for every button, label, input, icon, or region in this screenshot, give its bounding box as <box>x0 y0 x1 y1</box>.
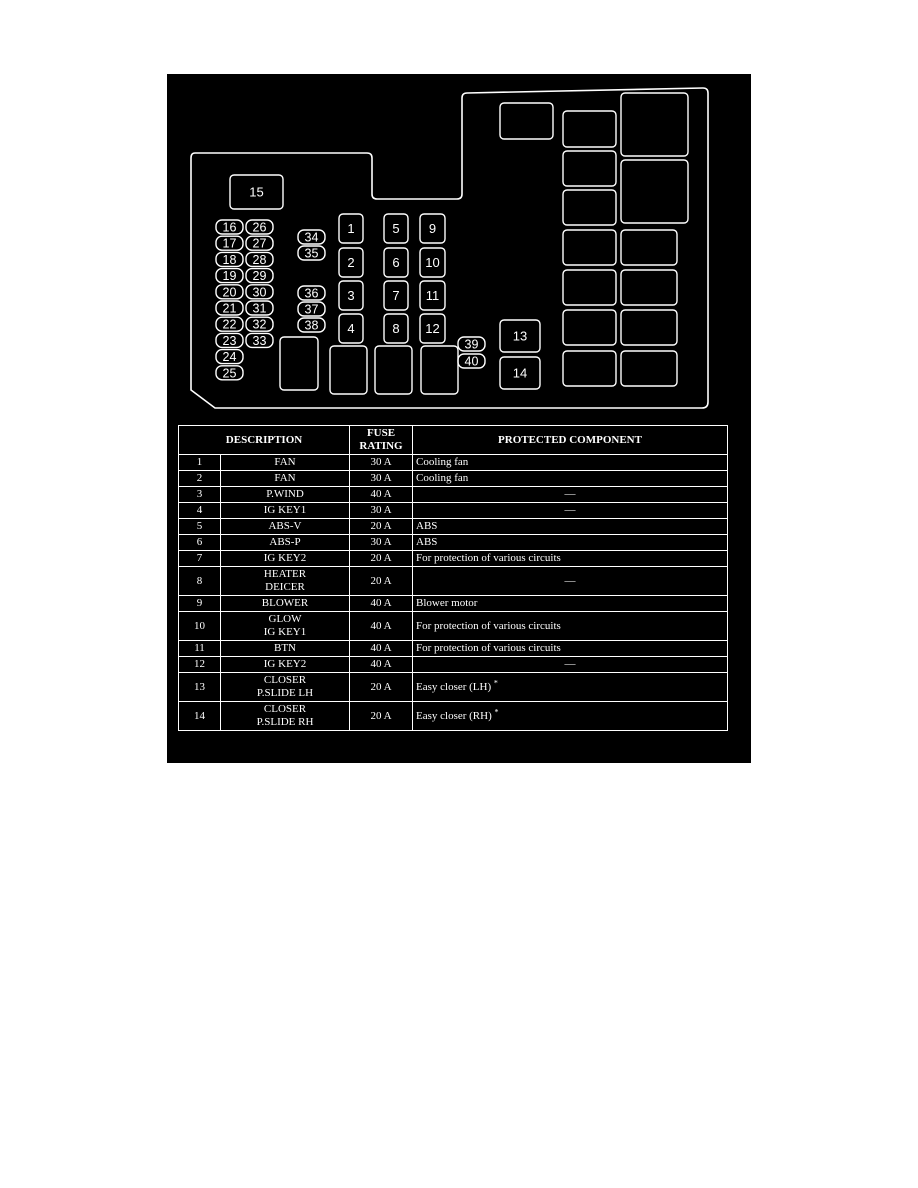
table-row <box>179 702 728 731</box>
description-line: P.WIND <box>266 488 304 500</box>
table-body <box>179 455 728 731</box>
relay-block <box>621 93 688 156</box>
table-row <box>179 596 728 612</box>
fuse-3-label: 3 <box>347 288 355 303</box>
fuse-15-label: 15 <box>249 184 264 200</box>
description-line: P.SLIDE RH <box>256 716 314 728</box>
fuse-layer <box>216 93 688 394</box>
fuse-number-cell: 10 <box>179 612 221 641</box>
header-description: DESCRIPTION <box>179 426 350 455</box>
mini-fuse-23-label: 23 <box>222 333 237 348</box>
protected-component-cell: — <box>413 503 728 519</box>
description-line: FAN <box>274 472 296 484</box>
protected-component-cell: ABS <box>413 519 728 535</box>
relay-block <box>421 346 458 394</box>
mini-fuse-18-label: 18 <box>222 252 237 267</box>
fuse-number-cell: 9 <box>179 596 221 612</box>
fuse-rating-cell: 30 A <box>350 471 413 487</box>
footnote-mark: * <box>494 706 499 716</box>
fuse-number-cell: 8 <box>179 567 221 596</box>
relay-block <box>563 270 616 305</box>
fuse-rating-cell: 30 A <box>350 535 413 551</box>
table-row <box>179 535 728 551</box>
fuse-rating-cell: 20 A <box>350 519 413 535</box>
relay-block <box>621 351 677 386</box>
fuse-14-label: 14 <box>512 365 528 381</box>
table-row <box>179 612 728 641</box>
fuse-11-label: 11 <box>425 288 440 303</box>
relay-block <box>563 190 616 225</box>
protected-component-cell: — <box>413 657 728 673</box>
table-row <box>179 487 728 503</box>
description-cell <box>221 535 350 551</box>
fuse-number-cell: 7 <box>179 551 221 567</box>
description-cell <box>221 471 350 487</box>
fuse-9-label: 9 <box>428 221 437 236</box>
mini-fuse-16-label: 16 <box>222 220 237 235</box>
mini-fuse-33-label: 33 <box>252 333 267 348</box>
mini-fuse-39-label: 39 <box>464 337 479 352</box>
mini-fuse-38-label: 38 <box>304 318 319 333</box>
header-protected-component: PROTECTED COMPONENT <box>413 426 728 455</box>
description-cell <box>221 567 350 596</box>
relay-block <box>375 346 412 394</box>
protected-component-cell: For protection of various circuits <box>413 641 728 657</box>
table-row <box>179 455 728 471</box>
relay-block <box>621 270 677 305</box>
fuse-box-outline <box>191 88 708 408</box>
description-line: CLOSER <box>263 674 307 686</box>
relay-block <box>563 111 616 147</box>
description-cell <box>221 673 350 702</box>
fuse-number-cell: 3 <box>179 487 221 503</box>
mini-fuse-32-label: 32 <box>252 317 267 332</box>
fuse-number-cell: 14 <box>179 702 221 731</box>
fuse-rating-cell: 40 A <box>350 487 413 503</box>
mini-fuse-29-label: 29 <box>252 269 267 284</box>
protected-component-cell: Cooling fan <box>413 471 728 487</box>
table-row <box>179 673 728 702</box>
table-row <box>179 503 728 519</box>
relay-block <box>500 103 553 139</box>
description-cell <box>221 487 350 503</box>
fuse-table <box>178 425 728 731</box>
description-line: IG KEY1 <box>263 626 307 638</box>
protected-component-cell: — <box>413 487 728 503</box>
relay-block <box>621 160 688 223</box>
description-line: GLOW <box>268 613 302 625</box>
mini-fuse-25-label: 25 <box>222 366 237 381</box>
protected-component-cell: For protection of various circuits <box>413 612 728 641</box>
fuse-number-cell: 6 <box>179 535 221 551</box>
description-line: CLOSER <box>263 703 307 715</box>
mini-fuse-20-label: 20 <box>222 285 237 300</box>
relay-block <box>621 230 677 265</box>
fuse-rating-cell: 20 A <box>350 567 413 596</box>
description-cell <box>221 612 350 641</box>
fuse-12-label: 12 <box>425 321 440 336</box>
table-row <box>179 641 728 657</box>
fuse-number-cell: 12 <box>179 657 221 673</box>
relay-block <box>280 337 318 390</box>
mini-fuse-36-label: 36 <box>304 286 319 301</box>
description-line: HEATER <box>263 568 307 580</box>
description-cell <box>221 657 350 673</box>
mini-fuse-21-label: 21 <box>222 301 237 316</box>
mini-fuse-35-label: 35 <box>304 246 319 261</box>
fuse-rating-cell: 30 A <box>350 503 413 519</box>
protected-component-cell: Easy closer (LH) * <box>413 673 728 702</box>
description-cell <box>221 455 350 471</box>
fuse-4-label: 4 <box>347 321 355 336</box>
description-cell <box>221 503 350 519</box>
protected-component-cell: Cooling fan <box>413 455 728 471</box>
fuse-number-cell: 11 <box>179 641 221 657</box>
relay-block <box>330 346 367 394</box>
mini-fuse-17-label: 17 <box>222 236 237 251</box>
table-row <box>179 657 728 673</box>
fuse-2-label: 2 <box>347 255 355 270</box>
relay-block <box>563 351 616 386</box>
table-row <box>179 551 728 567</box>
protected-component-cell: Easy closer (RH) * <box>413 702 728 731</box>
mini-fuse-30-label: 30 <box>252 285 267 300</box>
header-fuse-rating-line2: RATING <box>359 440 403 452</box>
protected-component-cell: Blower motor <box>413 596 728 612</box>
description-cell <box>221 519 350 535</box>
mini-fuse-34-label: 34 <box>304 230 319 245</box>
mini-fuse-22-label: 22 <box>222 317 237 332</box>
description-line: BTN <box>274 642 296 654</box>
mini-fuse-37-label: 37 <box>304 302 319 317</box>
fuse-rating-cell: 20 A <box>350 551 413 567</box>
relay-block <box>621 310 677 345</box>
description-line: IG KEY1 <box>263 504 307 516</box>
description-cell <box>221 702 350 731</box>
mini-fuse-31-label: 31 <box>252 301 267 316</box>
table-row <box>179 567 728 596</box>
description-line: BLOWER <box>261 597 309 609</box>
header-fuse-rating <box>350 426 413 455</box>
mini-fuse-40-label: 40 <box>464 354 479 369</box>
fuse-rating-cell: 40 A <box>350 596 413 612</box>
fuse-number-cell: 1 <box>179 455 221 471</box>
protected-component-cell: — <box>413 567 728 596</box>
fuse-rating-cell: 20 A <box>350 673 413 702</box>
fuse-rating-cell: 40 A <box>350 657 413 673</box>
description-line: DEICER <box>265 581 305 593</box>
description-cell <box>221 596 350 612</box>
fuse-7-label: 7 <box>392 288 400 303</box>
fuse-number-cell: 2 <box>179 471 221 487</box>
description-line: IG KEY2 <box>263 552 307 564</box>
fuse-rating-cell: 40 A <box>350 641 413 657</box>
description-line: ABS-P <box>269 536 301 548</box>
fuse-box-diagram <box>167 74 751 424</box>
fuse-number-cell: 13 <box>179 673 221 702</box>
table-row <box>179 471 728 487</box>
mini-fuse-27-label: 27 <box>252 236 267 251</box>
fuse-8-label: 8 <box>392 321 400 336</box>
fuse-6-label: 6 <box>392 255 400 270</box>
fuse-box-panel <box>167 74 751 763</box>
fuse-number-cell: 4 <box>179 503 221 519</box>
relay-block <box>563 310 616 345</box>
table-row <box>179 519 728 535</box>
mini-fuse-19-label: 19 <box>222 269 237 284</box>
fuse-13-label: 13 <box>512 328 528 344</box>
protected-component-cell: For protection of various circuits <box>413 551 728 567</box>
protected-component-cell: ABS <box>413 535 728 551</box>
relay-block <box>563 151 616 186</box>
fuse-10-label: 10 <box>425 255 440 270</box>
header-fuse-rating-line1: FUSE <box>366 427 396 439</box>
mini-fuse-26-label: 26 <box>252 220 267 235</box>
relay-block <box>563 230 616 265</box>
description-line: ABS-V <box>268 520 302 532</box>
description-cell <box>221 641 350 657</box>
mini-fuse-24-label: 24 <box>222 350 237 365</box>
description-line: FAN <box>274 456 296 468</box>
fuse-1-label: 1 <box>347 221 355 236</box>
fuse-rating-cell: 40 A <box>350 612 413 641</box>
description-cell <box>221 551 350 567</box>
fuse-number-cell: 5 <box>179 519 221 535</box>
description-line: P.SLIDE LH <box>256 687 314 699</box>
description-line: IG KEY2 <box>263 658 307 670</box>
fuse-rating-cell: 20 A <box>350 702 413 731</box>
mini-fuse-28-label: 28 <box>252 252 267 267</box>
fuse-5-label: 5 <box>392 221 400 236</box>
fuse-rating-cell: 30 A <box>350 455 413 471</box>
footnote-mark: * <box>493 677 498 687</box>
